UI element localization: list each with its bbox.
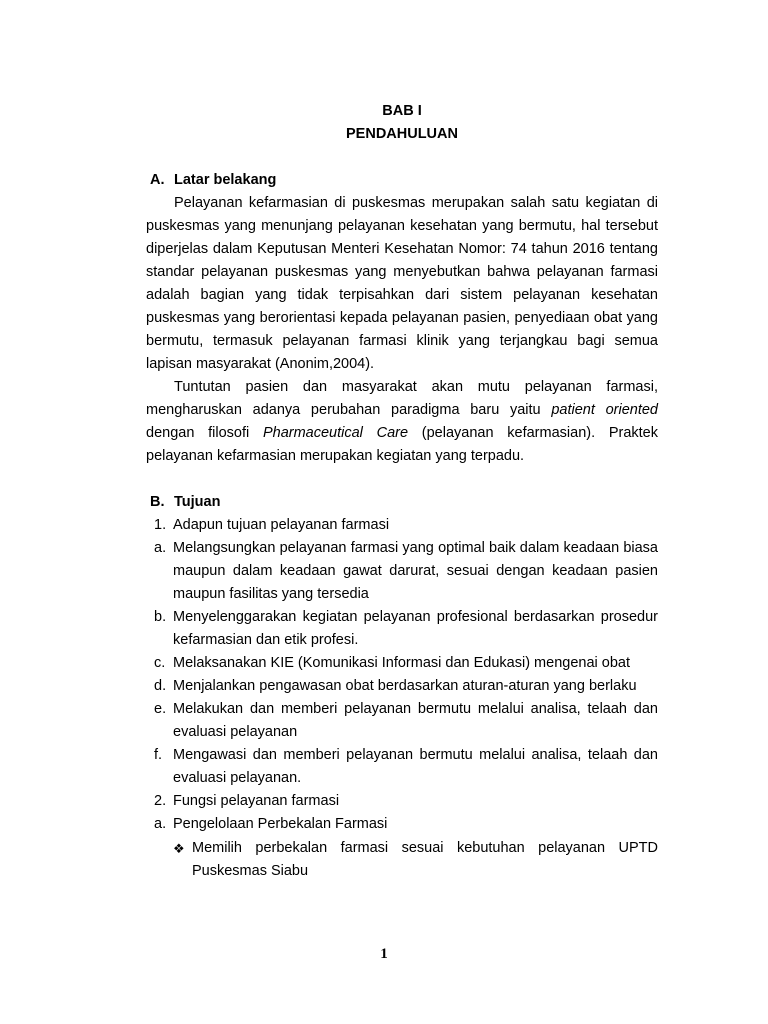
list-item-marker: e. xyxy=(154,701,167,717)
list-item-marker: f. xyxy=(154,747,163,763)
paragraph-demands-italic-2: Pharmaceutical Care xyxy=(262,425,409,441)
list-item-marker: a. xyxy=(154,816,167,832)
list-item-marker: c. xyxy=(154,655,166,671)
list-item-marker: b. xyxy=(154,609,167,625)
section-b-title: Tujuan xyxy=(174,494,221,510)
section-a-heading xyxy=(146,169,658,192)
list-item-text: Melakukan dan memberi pelayanan bermutu melalui analisa, telaah dan evaluasi pelayanan xyxy=(173,701,658,740)
list-item xyxy=(146,698,658,744)
list-item-text: Melaksanakan KIE (Komunikasi Informasi dan Edukasi) mengenai obat xyxy=(173,655,630,671)
paragraph-demands-italic-1: patient oriented xyxy=(551,402,659,418)
list-item xyxy=(146,652,658,675)
bullet-item-text: Memilih perbekalan farmasi sesuai kebutuhan pelayanan UPTD Puskesmas Siabu xyxy=(192,840,658,879)
paragraph-background-text: Pelayanan kefarmasian di puskesmas merupakan salah satu kegiatan di puskesmas yang menunjang pelayanan kesehatan yang bermutu, hal tersebut diperjelas dalam Keputusan Menteri Kesehatan Nomor: 74 tahun 2016 tentang standar pelayanan puskesmas yang menyebutkan bahwa pelayanan farmasi adalah bagian yang tidak terpisahkan dari sistem pelayanan kesehatan puskesmas yang berorientasi kepada pelayanan pasien, penyediaan obat yang bermutu, termasuk pelayanan farmasi klinik yang terjangkau bagi semua lapisan masyarakat (Anonim,2004). xyxy=(146,195,658,372)
list-item xyxy=(146,606,658,652)
list-item-text: Pengelolaan Perbekalan Farmasi xyxy=(173,816,388,832)
list-item-text: Mengawasi dan memberi pelayanan bermutu melalui analisa, telaah dan evaluasi pelayanan. xyxy=(173,747,658,786)
list-item-marker: 1. xyxy=(154,517,167,533)
list-item xyxy=(146,813,658,836)
list-item-text: Melangsungkan pelayanan farmasi yang optimal baik dalam keadaan biasa maupun dalam keadaan gawat darurat, sesuai dengan keadaan pasien maupun fasilitas yang tersedia xyxy=(173,540,658,602)
list-item xyxy=(146,675,658,698)
list-item-marker: d. xyxy=(154,678,167,694)
list-item-text: Menjalankan pengawasan obat berdasarkan aturan-aturan yang berlaku xyxy=(173,678,637,694)
list-item-marker: a. xyxy=(154,540,167,556)
list-item xyxy=(146,514,658,537)
diamond-bullet-icon: ❖ xyxy=(173,841,185,856)
page-number: 1 xyxy=(380,946,388,962)
list-item xyxy=(146,537,658,606)
chapter-title: PENDAHULUAN xyxy=(346,126,458,142)
paragraph-demands-text-2: dengan filosofi xyxy=(146,425,263,441)
paragraph-background xyxy=(146,192,658,376)
paragraph-demands-text-3: (pelayanan kefarmasian). Praktek pelayanan kefarmasian merupakan kegiatan yang terpadu. xyxy=(146,425,658,464)
list-item xyxy=(146,744,658,790)
section-a-marker: A. xyxy=(150,172,165,188)
list-item xyxy=(146,790,658,813)
list-item-text: Adapun tujuan pelayanan farmasi xyxy=(173,517,390,533)
chapter-number: BAB I xyxy=(382,103,422,119)
paragraph-demands xyxy=(146,376,658,468)
bullet-item xyxy=(173,837,658,883)
paragraph-demands-text-1: Tuntutan pasien dan masyarakat akan mutu pelayanan farmasi, mengharuskan adanya perubahan paradigma baru yaitu xyxy=(146,379,658,418)
list-item-text: Menyelenggarakan kegiatan pelayanan profesional berdasarkan prosedur kefarmasian dan etik profesi. xyxy=(173,609,658,648)
list-item-text: Fungsi pelayanan farmasi xyxy=(173,793,340,809)
section-a-title: Latar belakang xyxy=(174,172,277,188)
section-b-heading xyxy=(146,491,658,514)
list-item-marker: 2. xyxy=(154,793,167,809)
section-b-marker: B. xyxy=(150,494,165,510)
